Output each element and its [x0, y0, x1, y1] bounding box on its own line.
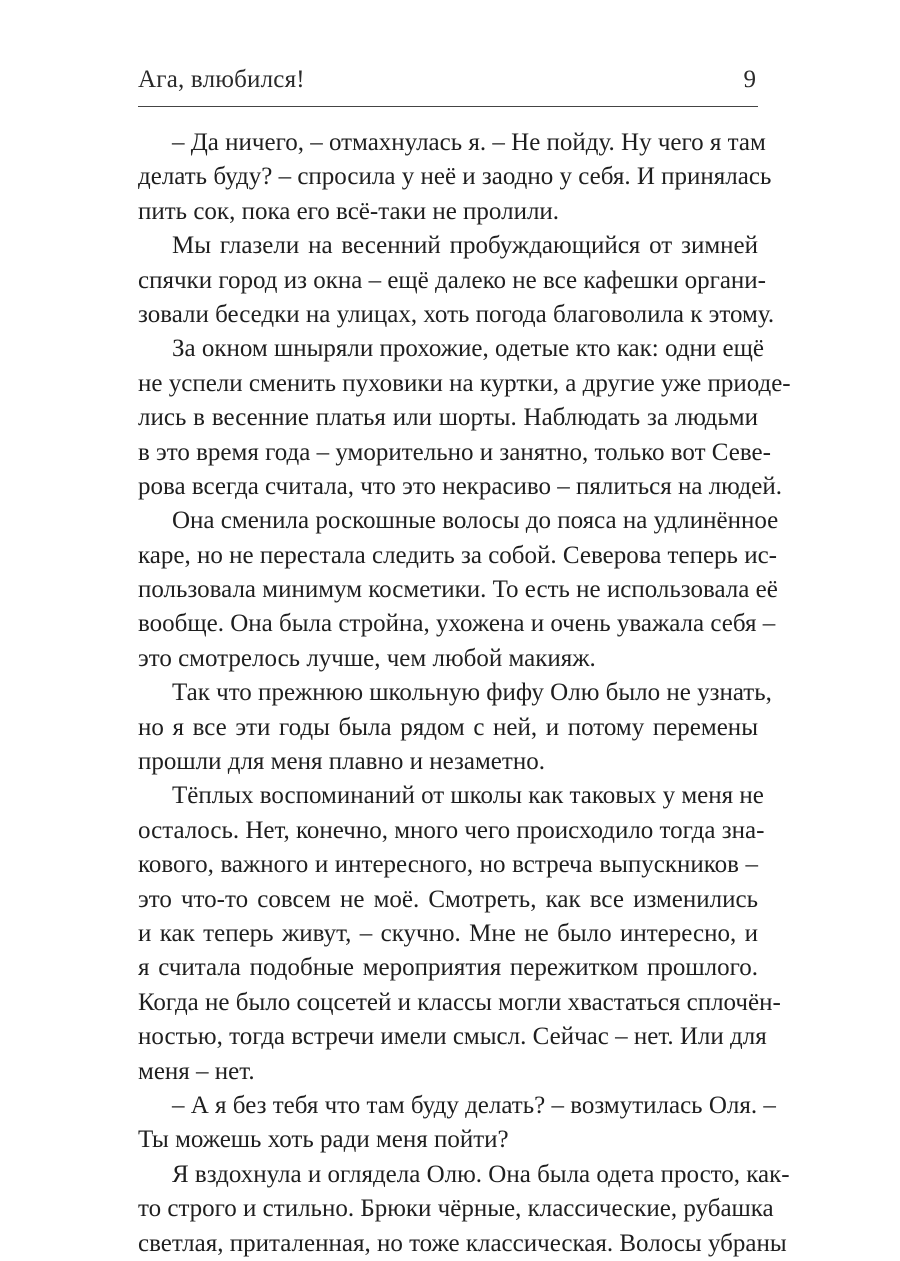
text-line: пользовала минимум косметики. То есть не использовала её: [138, 576, 778, 604]
paragraph: [138, 504, 779, 676]
text-line: Ты можешь хоть ради меня пойти?: [138, 1126, 509, 1154]
paragraph: [138, 676, 772, 779]
paragraph: [138, 1158, 790, 1261]
text-line: я считала подобные мероприятия пережитком прошлого.: [138, 954, 758, 982]
text-line: осталось. Нет, конечно, много чего происходило тогда зна-: [138, 816, 765, 844]
paragraph: [138, 126, 772, 229]
text-line: это смотрелось лучше, чем любой макияж.: [138, 644, 596, 672]
text-line: Я вздохнула и оглядела Олю. Она была одета просто, как-: [172, 1160, 790, 1188]
text-line: Мы глазели на весенний пробуждающийся от зимней: [172, 232, 758, 260]
paragraph: [138, 229, 775, 332]
running-title: Ага, влюбился!: [138, 66, 305, 93]
text-line: ностью, тогда встречи имели смысл. Сейчас – нет. Или для: [138, 1023, 767, 1051]
text-line: в это время года – уморительно и занятно, только вот Севе-: [138, 438, 771, 466]
text-line: прошли для меня плавно и незаметно.: [138, 748, 545, 776]
text-line: спячки город из окна – ещё далеко не все кафешки органи-: [138, 266, 767, 294]
text-line: и как теперь живут, – скучно. Мне не было интересно, и: [138, 919, 758, 947]
text-line: – А я без тебя что там буду делать? – возмутилась Оля. –: [172, 1091, 776, 1119]
text-line: это что-то совсем не моё. Смотреть, как все изменились: [138, 885, 758, 913]
text-line: каре, но не перестала следить за собой. Северова теперь ис-: [138, 541, 778, 569]
text-line: светлая, приталенная, но тоже классическая. Волосы убраны: [138, 1229, 787, 1257]
paragraph: [138, 332, 791, 504]
text-line: рова всегда считала, что это некрасиво – пялиться на людей.: [138, 472, 782, 500]
text-line: пить сок, пока его всё-таки не пролили.: [138, 197, 560, 225]
book-page: [138, 0, 791, 1257]
text-line: меня – нет.: [138, 1057, 255, 1085]
text-line: но я все эти годы была рядом с ней, и потому перемены: [138, 713, 758, 741]
text-line: Тёплых воспоминаний от школы как таковых у меня не: [172, 782, 764, 810]
text-line: Она сменила роскошные волосы до пояса на удлинённое: [172, 507, 779, 535]
body-text: [138, 126, 791, 1261]
text-line: делать буду? – спросила у неё и заодно у себя. И принялась: [138, 163, 772, 191]
text-line: лись в весенние платья или шорты. Наблюдать за людьми: [138, 404, 758, 432]
text-line: – Да ничего, – отмахнулась я. – Не пойду. Ну чего я там: [172, 129, 766, 156]
running-header: [138, 66, 758, 106]
text-line: зовали беседки на улицах, хоть погода благоволила к этому.: [138, 300, 775, 328]
text-line: не успели сменить пуховики на куртки, а другие уже приоде-: [138, 369, 791, 397]
text-line: то строго и стильно. Брюки чёрные, классические, рубашка: [138, 1195, 774, 1223]
paragraph: [138, 1089, 776, 1158]
text-line: Так что прежнюю школьную фифу Олю было не узнать,: [172, 679, 772, 707]
text-line: За окном шныряли прохожие, одетые кто как: одни ещё: [172, 335, 764, 363]
text-line: вообще. Она была стройна, ухожена и очень уважала себя –: [138, 610, 776, 638]
header-divider: [138, 106, 758, 107]
page-number: 9: [743, 66, 756, 93]
text-line: кового, важного и интересного, но встреча выпускников –: [138, 851, 758, 879]
paragraph: [138, 779, 781, 1089]
text-line: Когда не было соцсетей и классы могли хвастаться сплочён-: [138, 988, 781, 1016]
